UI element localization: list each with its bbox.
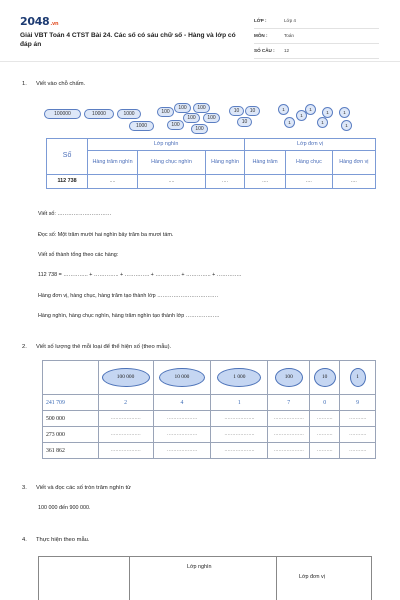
sum-line: 112 738 = ………….. + ………….. + ………….. + ………….. + ………….. + …………..: [38, 272, 242, 278]
answer-blank[interactable]: ....: [286, 175, 333, 189]
row-label: 500 000: [43, 411, 99, 427]
table-row: [43, 411, 376, 427]
bubble-100: 100: [193, 103, 210, 113]
col-header: Hàng trăm: [245, 151, 286, 175]
card-1000: 1 000: [217, 368, 261, 387]
class-thousands-line: Hàng nghìn, hàng chục nghìn, hàng trăm nghìn tạo thành lớp ……………….: [38, 313, 220, 319]
bubble-10: 10: [245, 106, 260, 116]
col-header: Hàng trăm nghìn: [88, 151, 138, 175]
bubble-1: 1: [296, 110, 307, 121]
example-cell: 2: [98, 395, 153, 411]
document-title: Giải VBT Toán 4 CTST Bài 24. Các số có sáu chữ số - Hàng và lớp có đáp án: [20, 32, 236, 48]
answer-blank[interactable]: ………..: [340, 443, 376, 459]
bubble-100: 100: [191, 124, 208, 134]
col-header: Hàng đơn vị: [332, 151, 375, 175]
empty-header-cell: [43, 361, 99, 395]
table-divider: [276, 557, 277, 600]
bubble-100: 100: [167, 120, 184, 130]
card-100: 100: [275, 368, 303, 387]
col-header: Hàng nghìn: [206, 151, 245, 175]
example-cell: 1: [211, 395, 268, 411]
answer-blank[interactable]: ....: [88, 175, 138, 189]
row-label: 241 709: [43, 395, 99, 411]
answer-blank[interactable]: ………..: [340, 427, 376, 443]
answer-blank[interactable]: ……………….: [153, 443, 211, 459]
bubble-100: 100: [157, 107, 174, 117]
table-row: [43, 443, 376, 459]
group-header-thousands: Lớp nghìn: [88, 139, 245, 151]
answer-blank[interactable]: ……………….: [98, 443, 153, 459]
answer-blank[interactable]: ……………….: [268, 427, 310, 443]
answer-blank[interactable]: ....: [206, 175, 245, 189]
card-10: 10: [314, 368, 336, 387]
bubble-1000: 1000: [129, 121, 154, 131]
question-3-prompt: 3. Viết và đọc các số tròn trăm nghìn từ: [22, 485, 131, 491]
row-label: 273 000: [43, 427, 99, 443]
bubble-1: 1: [322, 107, 333, 118]
bubble-1: 1: [317, 117, 328, 128]
answer-blank[interactable]: ……………….: [268, 411, 310, 427]
answer-blank[interactable]: ……………….: [211, 443, 268, 459]
group-header-thousands: Lớp nghìn: [187, 564, 212, 570]
table-row: [43, 427, 376, 443]
class-units-line: Hàng đơn vị, hàng chục, hàng trăm tạo thành lớp …………………………….: [38, 293, 218, 299]
card-count-table: [42, 360, 376, 459]
answer-blank[interactable]: ……………….: [98, 427, 153, 443]
card-100000: 100 000: [102, 368, 150, 387]
meta-count-row: SỐ CÂU : 12: [254, 45, 379, 59]
answer-blank[interactable]: ……………….: [211, 411, 268, 427]
answer-blank[interactable]: ………..: [340, 411, 376, 427]
question-3-range: 100 000 đến 900 000.: [38, 505, 91, 511]
bubble-10000: 10000: [84, 109, 114, 119]
table-row: [43, 395, 376, 411]
answer-blank[interactable]: ……….: [310, 411, 340, 427]
bubble-10: 10: [229, 106, 244, 116]
answer-blank[interactable]: ....: [332, 175, 375, 189]
example-table: [38, 556, 372, 600]
example-cell: 0: [310, 395, 340, 411]
example-cell: 7: [268, 395, 310, 411]
answer-blank[interactable]: ……………….: [153, 427, 211, 443]
question-2-prompt: 2. Viết số lượng thẻ mỗi loại để thể hiện số (theo mẫu).: [22, 344, 172, 350]
bubble-1: 1: [278, 104, 289, 115]
col-header: Hàng chục nghìn: [137, 151, 205, 175]
bubble-100: 100: [183, 113, 200, 123]
write-number-line: Viết số: …………………………: [38, 211, 112, 217]
meta-class-row: LỚP : Lớp 4: [254, 15, 379, 29]
card-10000: 10 000: [159, 368, 205, 387]
group-header-units: Lớp đơn vị: [245, 139, 376, 151]
answer-blank[interactable]: ……………….: [268, 443, 310, 459]
place-value-table: [46, 138, 376, 189]
bubble-1: 1: [341, 120, 352, 131]
card-1: 1: [350, 368, 366, 387]
table-row-label: Số: [47, 139, 88, 175]
bubble-1: 1: [284, 117, 295, 128]
bubble-1: 1: [339, 107, 350, 118]
table-divider: [129, 557, 130, 600]
bubble-1000: 1000: [117, 109, 141, 119]
question-4-prompt: 4. Thực hiện theo mẫu.: [22, 537, 90, 543]
bubble-1: 1: [305, 104, 316, 115]
answer-blank[interactable]: ……………….: [211, 427, 268, 443]
answer-blank[interactable]: ……………….: [98, 411, 153, 427]
meta-subject-row: MÔN : Toán: [254, 30, 379, 44]
read-number-line: Đọc số: Một trăm mười hai nghìn bảy trăm ba mươi tám.: [38, 232, 174, 238]
sum-prompt: Viết số thành tổng theo các hàng:: [38, 252, 119, 258]
answer-blank[interactable]: ……….: [310, 443, 340, 459]
bubble-100: 100: [174, 103, 191, 113]
answer-blank[interactable]: ....: [245, 175, 286, 189]
answer-blank[interactable]: ....: [137, 175, 205, 189]
example-cell: 9: [340, 395, 376, 411]
answer-blank[interactable]: ……………….: [153, 411, 211, 427]
col-header: Hàng chục: [286, 151, 333, 175]
site-logo[interactable]: 2048.vn: [20, 15, 59, 28]
bubble-100000: 100000: [44, 109, 81, 119]
group-header-units: Lớp đơn vị: [299, 574, 325, 580]
page-header: [0, 0, 400, 62]
bubble-10: 10: [237, 117, 252, 127]
answer-blank[interactable]: ……….: [310, 427, 340, 443]
row-label: 361 862: [43, 443, 99, 459]
table-value: 112 738: [47, 175, 88, 189]
example-cell: 4: [153, 395, 211, 411]
question-1-prompt: 1. Viết vào chỗ chấm.: [22, 81, 86, 87]
bubble-100: 100: [203, 113, 220, 123]
